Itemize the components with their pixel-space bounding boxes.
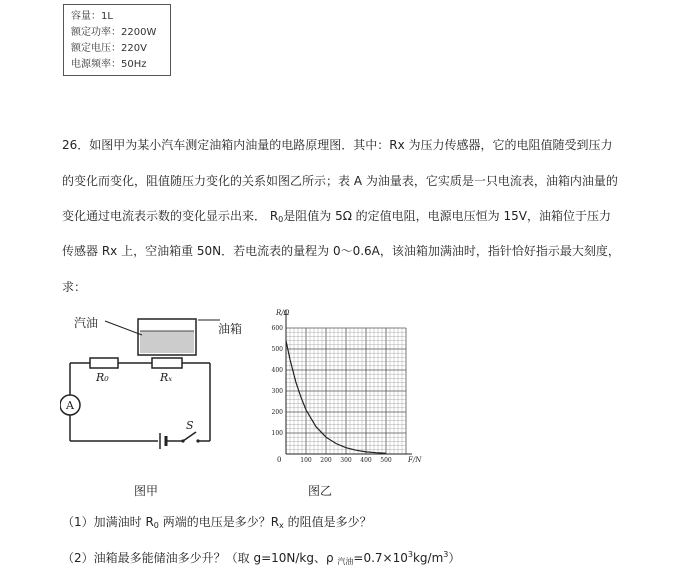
x-tick-label: 300 (340, 457, 352, 464)
sub-question-1-part-c: 的阻值是多少？ (283, 515, 372, 529)
spec-capacity: 容量：1L (71, 11, 113, 22)
sub-question-2-part-c: kg/m (412, 551, 444, 565)
r0-label: R₀ (96, 371, 109, 384)
sub-question-1-sub-x: x (279, 521, 284, 530)
y-tick-label: 100 (271, 430, 283, 437)
sub-question-2-part-b: =0.7×10 (353, 551, 408, 565)
chart-xlabel: F/N (408, 456, 422, 464)
question-line-3-part-b: 是阻值为 5Ω 的定值电阻，电源电压恒为 15V，油箱位于压力 (283, 209, 611, 223)
x-tick-label: 500 (380, 457, 392, 464)
tank-label: 油箱 (218, 322, 243, 336)
sub-question-2-sub-gasoline: 汽油 (337, 557, 354, 566)
resistance-force-chart (262, 306, 432, 464)
sub-question-2-part-a: （2）油箱最多能储油多少升？（取 g=10N/kg、ρ (62, 551, 338, 565)
oil-fill (140, 331, 194, 353)
gasoline-label: 汽油 (74, 316, 99, 330)
sub-question-1-sub-0: 0 (153, 521, 159, 530)
y-tick-label: 500 (271, 346, 283, 353)
question-line-3 (62, 207, 611, 224)
r0-resistor (90, 358, 118, 368)
sub-question-1-part-a: （1）加满油时 R (62, 515, 154, 529)
gasoline-pointer (105, 321, 142, 335)
sub-question-2-part-d: ） (448, 551, 461, 565)
ammeter-label: A (66, 399, 74, 412)
figure-b-caption: 图乙 (308, 484, 333, 498)
spec-voltage: 额定电压：220V (71, 43, 147, 54)
question-line-3-part-a: 变化通过电流表示数的变化显示出来． R (62, 209, 279, 223)
chart-origin: 0 (277, 456, 282, 464)
rx-resistor (152, 358, 182, 368)
switch-label: S (186, 419, 194, 432)
question-line-1: 26．如图甲为某小汽车测定油箱内油量的电路原理图．其中：Rx 为压力传感器，它的电阻值随受到压力 (62, 138, 613, 152)
sub-question-2-sup-3b: 3 (443, 550, 449, 559)
question-line-5: 求： (62, 280, 87, 294)
y-tick-label: 200 (271, 409, 283, 416)
y-tick-label: 300 (271, 388, 283, 395)
spec-power: 额定功率：2200W (71, 27, 157, 38)
x-tick-label: 100 (300, 457, 312, 464)
y-tick-label: 400 (271, 367, 283, 374)
figure-a-caption: 图甲 (134, 484, 159, 498)
question-line-4: 传感器 Rx 上，空油箱重 50N．若电流表的量程为 0～0.6A，该油箱加满油时，指针恰好指示最大刻度， (62, 244, 620, 258)
sub-question-2 (62, 549, 460, 567)
spec-box (63, 4, 171, 76)
question-line-2: 的变化而变化，阻值随压力变化的关系如图乙所示；表 A 为油量表，它实质是一只电流表，油箱内油量的 (62, 174, 618, 188)
spec-frequency: 电源频率：50Hz (71, 59, 147, 70)
circuit-diagram (60, 305, 260, 455)
sub-question-1 (62, 513, 372, 530)
y-tick-label: 600 (271, 325, 283, 332)
sub-question-1-part-b: 两端的电压是多少？R (158, 515, 280, 529)
x-tick-label: 400 (360, 457, 372, 464)
chart-ylabel: R/Ω (276, 309, 290, 317)
x-tick-label: 200 (320, 457, 332, 464)
rx-label: Rₓ (160, 371, 173, 384)
sub-question-2-sup-3a: 3 (407, 550, 413, 559)
switch-lever (183, 432, 196, 441)
r0-subscript: 0 (278, 215, 284, 224)
